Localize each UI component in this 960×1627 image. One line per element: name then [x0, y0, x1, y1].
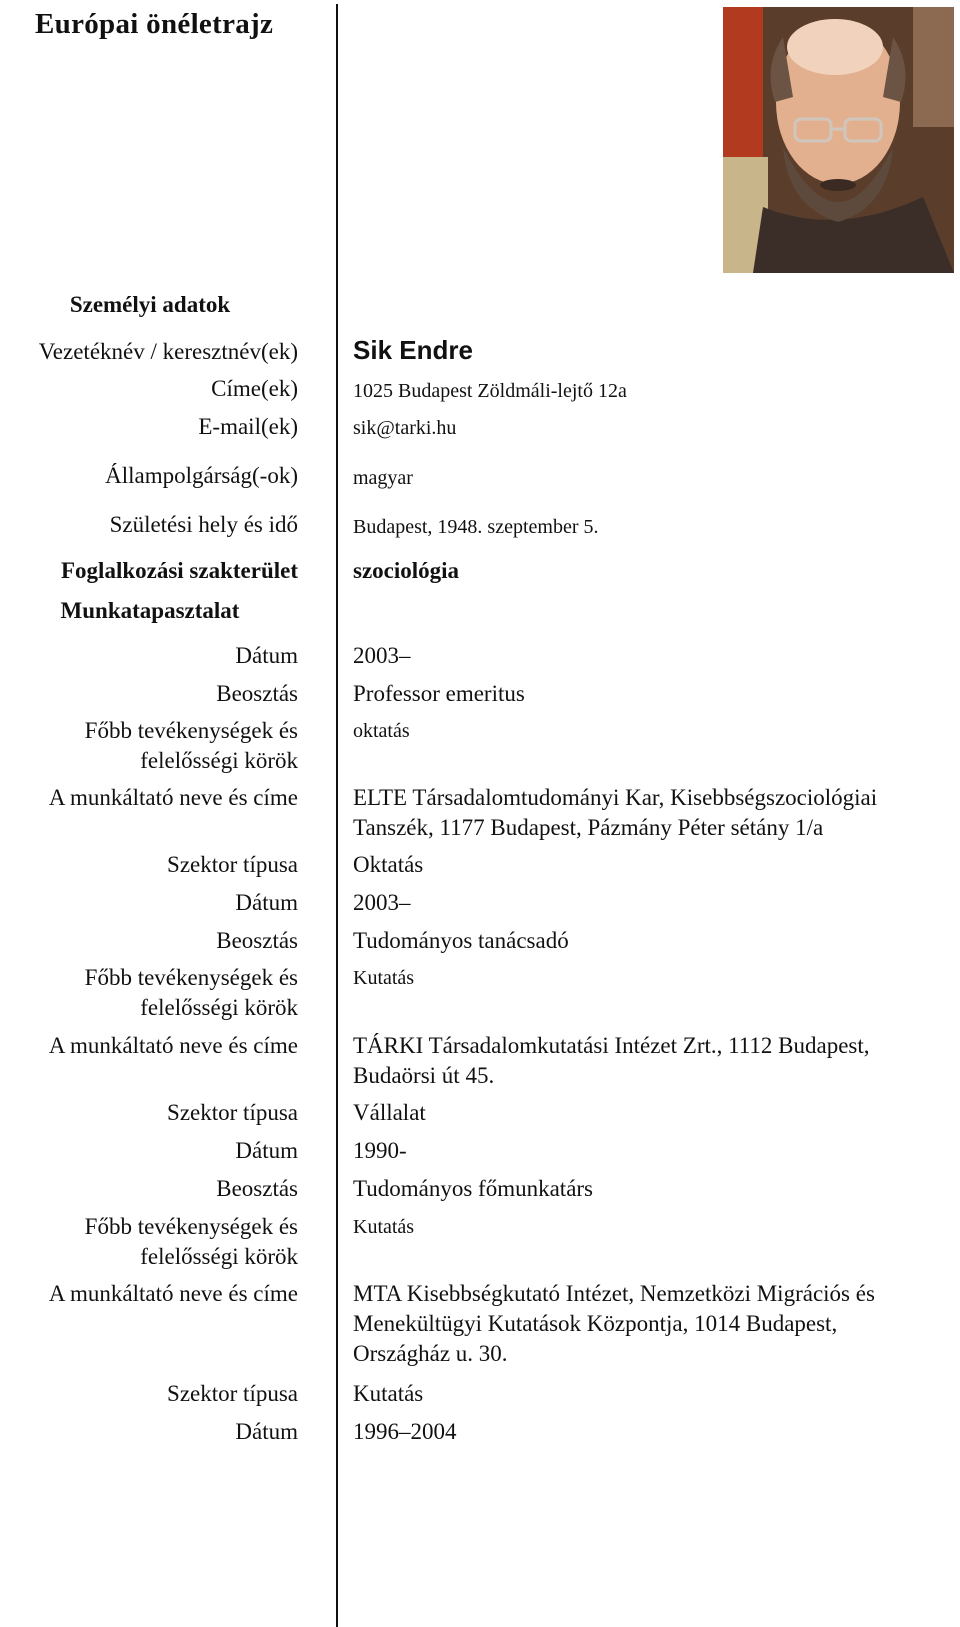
page-title: Európai önéletrajz [35, 8, 274, 40]
job-1-position-label: Beosztás [216, 681, 298, 706]
job-1-sector-label: Szektor típusa [167, 852, 298, 877]
job-3-date-label: Dátum [235, 1138, 298, 1163]
job-3-sector-label: Szektor típusa [167, 1381, 298, 1406]
job-3-date: 1990- [353, 1138, 407, 1163]
job-1-employer-line-1: ELTE Társadalomtudományi Kar, Kisebbségszociológiai [353, 785, 878, 810]
job-2-employer-label: A munkáltató neve és címe [48, 1033, 298, 1058]
job-3-employer-line-3: Országház u. 30. [353, 1341, 508, 1366]
job-1-activities-label-1: Főbb tevékenységek és [84, 718, 298, 743]
job-3-employer-line-2: Menekültügyi Kutatások Központja, 1014 Budapest, [353, 1311, 838, 1336]
job-4-date-label: Dátum [235, 1419, 298, 1444]
label-birth: Születési hely és idő [109, 512, 298, 537]
job-3-position-label: Beosztás [216, 1176, 298, 1201]
personal-heading: Személyi adatok [69, 292, 231, 317]
job-3-activities-label-1: Főbb tevékenységek és [84, 1214, 298, 1239]
job-1-date-label: Dátum [235, 643, 298, 668]
job-3-activities: Kutatás [353, 1216, 415, 1238]
job-2-position-label: Beosztás [216, 928, 298, 953]
job-2-activities: Kutatás [353, 967, 415, 989]
value-birth: Budapest, 1948. szeptember 5. [353, 516, 599, 538]
job-3-employer-line-1: MTA Kisebbségkutató Intézet, Nemzetközi Migrációs és [353, 1281, 875, 1306]
label-address: Címe(ek) [211, 376, 298, 401]
job-2-date: 2003– [353, 890, 411, 915]
value-citizenship: magyar [353, 467, 413, 489]
job-2-employer-line-2: Budaörsi út 45. [353, 1063, 495, 1088]
label-occupation: Foglalkozási szakterület [61, 558, 298, 583]
job-2-position: Tudományos tanácsadó [353, 928, 569, 953]
job-3-position: Tudományos főmunkatárs [353, 1176, 594, 1201]
job-1-activities-label-2: felelősségi körök [140, 748, 298, 773]
value-address: 1025 Budapest Zöldmáli-lejtő 12a [353, 380, 627, 402]
job-2-date-label: Dátum [235, 890, 298, 915]
value-email: sik@tarki.hu [353, 417, 457, 439]
job-2-sector: Vállalat [353, 1100, 426, 1125]
job-2-activities-label-1: Főbb tevékenységek és [84, 965, 298, 990]
job-1-employer-line-2: Tanszék, 1177 Budapest, Pázmány Péter sétány 1/a [353, 815, 824, 840]
label-name: Vezetéknév / keresztnév(ek) [38, 339, 298, 364]
value-name: Sik Endre [353, 335, 473, 365]
job-1-activities: oktatás [353, 720, 410, 742]
label-citizenship: Állampolgárság(-ok) [105, 463, 298, 488]
value-occupation: szociológia [353, 558, 460, 583]
job-2-activities-label-2: felelősségi körök [140, 995, 298, 1020]
job-4-date: 1996–2004 [353, 1419, 457, 1444]
job-3-activities-label-2: felelősségi körök [140, 1244, 298, 1269]
label-email: E-mail(ek) [198, 414, 298, 439]
job-2-employer-line-1: TÁRKI Társadalomkutatási Intézet Zrt., 1112 Budapest, [353, 1033, 870, 1058]
experience-heading: Munkatapasztalat [60, 598, 240, 623]
job-1-employer-label: A munkáltató neve és címe [48, 785, 298, 810]
job-2-sector-label: Szektor típusa [167, 1100, 298, 1125]
column-divider [336, 4, 338, 1627]
job-3-employer-label: A munkáltató neve és címe [48, 1281, 298, 1306]
job-3-sector: Kutatás [353, 1381, 424, 1406]
job-1-position: Professor emeritus [353, 681, 525, 706]
job-1-date: 2003– [353, 643, 411, 668]
job-1-sector: Oktatás [353, 852, 424, 877]
profile-photo [723, 7, 954, 273]
